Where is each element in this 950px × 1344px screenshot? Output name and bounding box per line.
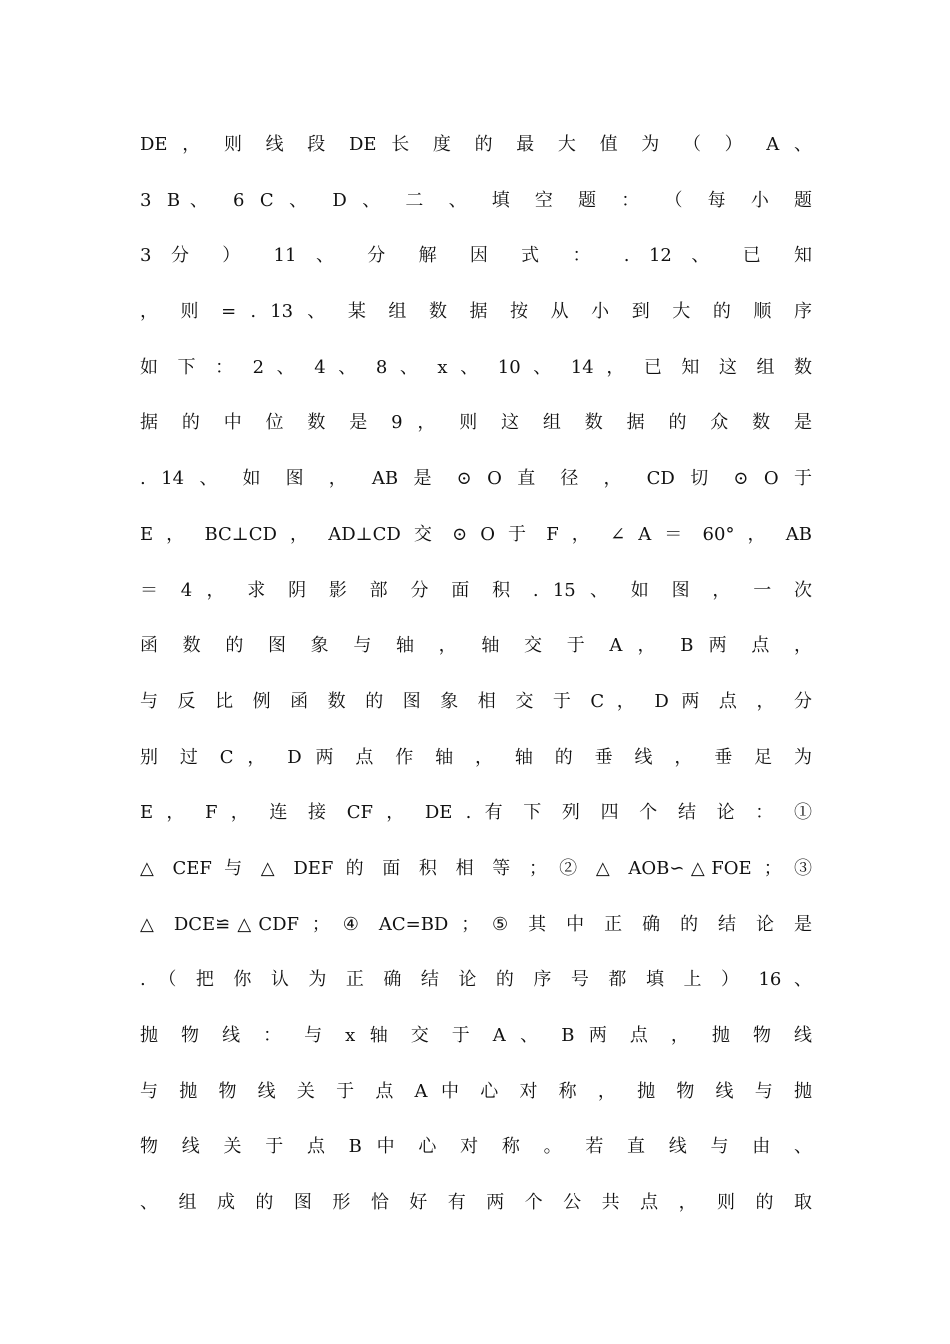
text-line: 物 线 关 于 点 B 中 心 对 称 。 若 直 线 与 由 、 — [140, 1136, 812, 1158]
text-line: 3 B、 6 C 、 D 、 二 、 填 空 题 ： （ 每 小 题 — [140, 189, 812, 211]
text-line: 别 过 C ， D 两 点 作 轴 ， 轴 的 垂 线 ， 垂 足 为 — [140, 746, 812, 768]
text-line: DE ， 则 线 段 DE 长 度 的 最 大 值 为 （ ） A 、 — [140, 134, 812, 155]
text-line: 抛 物 线 ： 与 x 轴 交 于 A 、 B 两 点 ， 抛 物 线 — [140, 1025, 812, 1046]
problem-text — [140, 124, 812, 1238]
text-line: . （ 把 你 认 为 正 确 结 论 的 序 号 都 填 上 ） 16 、 — [140, 969, 812, 991]
text-line: ＝ 4 ， 求 阴 影 部 分 面 积 . 15 、 如 图 ， 一 次 — [140, 579, 812, 601]
text-line: 如 下 ： 2 、 4 、 8 、 x 、 10 、 14 ， 已 知 这 组 数 — [140, 356, 812, 378]
text-line: 、 组 成 的 图 形 恰 好 有 两 个 公 共 点 ， 则 的 取 — [140, 1192, 812, 1214]
text-line: △ DCE≌△CDF ； ④ AC=BD ； ⑤ 其 中 正 确 的 结 论 是 — [140, 913, 812, 935]
text-line: E ， F ， 连 接 CF ， DE . 有 下 列 四 个 结 论 ： ① — [140, 802, 812, 824]
text-line: 与 反 比 例 函 数 的 图 象 相 交 于 C ， D 两 点 ， 分 — [140, 690, 812, 712]
text-line: 据 的 中 位 数 是 9 ， 则 这 组 数 据 的 众 数 是 — [140, 412, 812, 434]
text-line: ， 则 = . 13 、 某 组 数 据 按 从 小 到 大 的 顺 序 — [140, 301, 812, 323]
text-line: . 14 、 如 图 ， AB 是 ⊙ O 直 径 ， CD 切 ⊙ O 于 — [140, 468, 812, 490]
text-line: E ， BC⊥CD ， AD⊥CD 交 ⊙ O 于 F ， ∠ A ＝ 60° ， AB — [140, 523, 812, 545]
text-line: 3 分 ） 11 、 分 解 因 式 ： . 12 、 已 知 — [140, 245, 812, 267]
text-line: 与 抛 物 线 关 于 点 A 中 心 对 称 ， 抛 物 线 与 抛 — [140, 1080, 812, 1102]
text-line: 函 数 的 图 象 与 轴 ， 轴 交 于 A ， B 两 点 ， — [140, 635, 812, 657]
text-line: △ CEF 与 △ DEF 的 面 积 相 等 ； ② △ AOB∽△FOE ； ③ — [140, 857, 812, 879]
